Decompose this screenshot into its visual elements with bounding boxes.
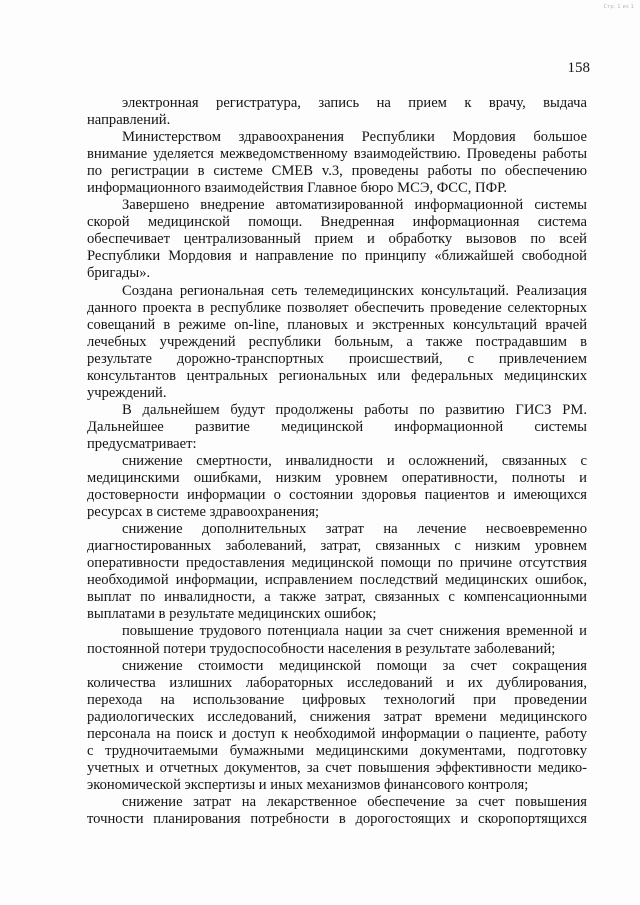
text-line: совещаний в режиме on-line, плановых и экстренных консультаций врачей (87, 316, 587, 333)
body-text (87, 95, 587, 828)
text-line: данного проекта в республике позволяет обеспечить проведение селекторных (87, 299, 587, 316)
text-line: внимание уделяется межведомственному взаимодействию. Проведены работы (87, 146, 587, 163)
text-line: с трудночитаемыми бумажными медицинскими документами, подготовку (87, 742, 587, 759)
text-line: учреждений. (87, 384, 167, 401)
text-line: Создана региональная сеть телемедицинских консультаций. Реализация (122, 282, 587, 299)
text-line: учетных и отчетных документов, за счет повышения эффективности медико- (87, 759, 587, 776)
text-line: персонала на поиск и доступ к необходимой информации о пациенте, работу (87, 725, 587, 742)
text-line: диагностированных заболеваний, затрат, связанных с низким уровнем (87, 538, 587, 555)
text-line: количества излишних лабораторных исследований и их дублирования, (87, 674, 587, 691)
text-line: предусматривает: (87, 435, 197, 452)
text-line: информационного взаимодействия Главное бюро МСЭ, ФСС, ПФР. (87, 180, 508, 197)
page-number: 158 (567, 60, 590, 76)
text-line: результате дорожно-транспортных происшествий, с привлечением (87, 350, 587, 367)
text-line: постоянной потери трудоспособности населения в результате заболеваний; (87, 640, 556, 657)
text-line: Республики Мордовия и направление по принципу «ближайшей свободной (87, 248, 587, 265)
text-line: электронная регистратура, запись на прием к врачу, выдача (122, 95, 587, 111)
text-line: обеспечивает централизованный прием и обработку вызовов по всей (87, 231, 587, 248)
text-line: экономической экспертизы и иных механизмов финансового контроля; (87, 776, 529, 793)
text-line: консультантов центральных региональных или федеральных медицинских (87, 367, 587, 384)
text-line: бригады». (87, 265, 151, 282)
corner-mark: Стр. 1 из 1 (603, 4, 634, 10)
text-line: снижение дополнительных затрат на лечение несвоевременно (122, 521, 587, 538)
text-line: необходимой информации, исправлением последствий медицинских ошибок, (87, 572, 587, 589)
text-line: радиологических исследований, снижения затрат времени медицинского (87, 708, 587, 725)
text-line: выплат по инвалидности, а также затрат, связанных с компенсационными (87, 589, 587, 606)
text-line: скорой медицинской помощи. Внедренная информационная система (87, 214, 587, 231)
text-line: повышение трудового потенциала нации за счет снижения временной и (122, 623, 587, 640)
text-line: медицинскими ошибками, низким уровнем оперативности, полноты и (87, 470, 587, 487)
text-line: Завершено внедрение автоматизированной информационной системы (122, 197, 587, 214)
text-line: оперативности предоставления медицинской помощи по причине отсутствия (87, 555, 587, 572)
text-line: точности планирования потребности в дорогостоящих и скоропортящихся (87, 810, 587, 827)
text-line: перехода на использование цифровых технологий при проведении (87, 691, 587, 708)
text-line: снижение смертности, инвалидности и осложнений, связанных с (122, 452, 587, 469)
text-line: по регистрации в системе СМЕВ v.3, проведены работы по обеспечению (87, 163, 587, 180)
text-line: снижение затрат на лекарственное обеспечение за счет повышения (122, 793, 587, 810)
text-line: ресурсах в системе здравоохранения; (87, 504, 320, 521)
text-line: В дальнейшем будут продолжены работы по развитию ГИСЗ РМ. (122, 401, 587, 418)
text-line: достоверности информации о состоянии здоровья пациентов и имеющихся (87, 487, 587, 504)
text-line: выплатами в результате медицинских ошибок; (87, 606, 377, 623)
text-line: снижение стоимости медицинской помощи за счет сокращения (122, 657, 587, 674)
text-line: Дальнейшее развитие медицинской информационной системы (87, 418, 587, 435)
text-line: лечебных учреждений республики больным, а также пострадавшим в (87, 333, 587, 350)
text-line: направлений. (87, 112, 171, 129)
text-line: Министерством здравоохранения Республики Мордовия большое (122, 129, 587, 146)
